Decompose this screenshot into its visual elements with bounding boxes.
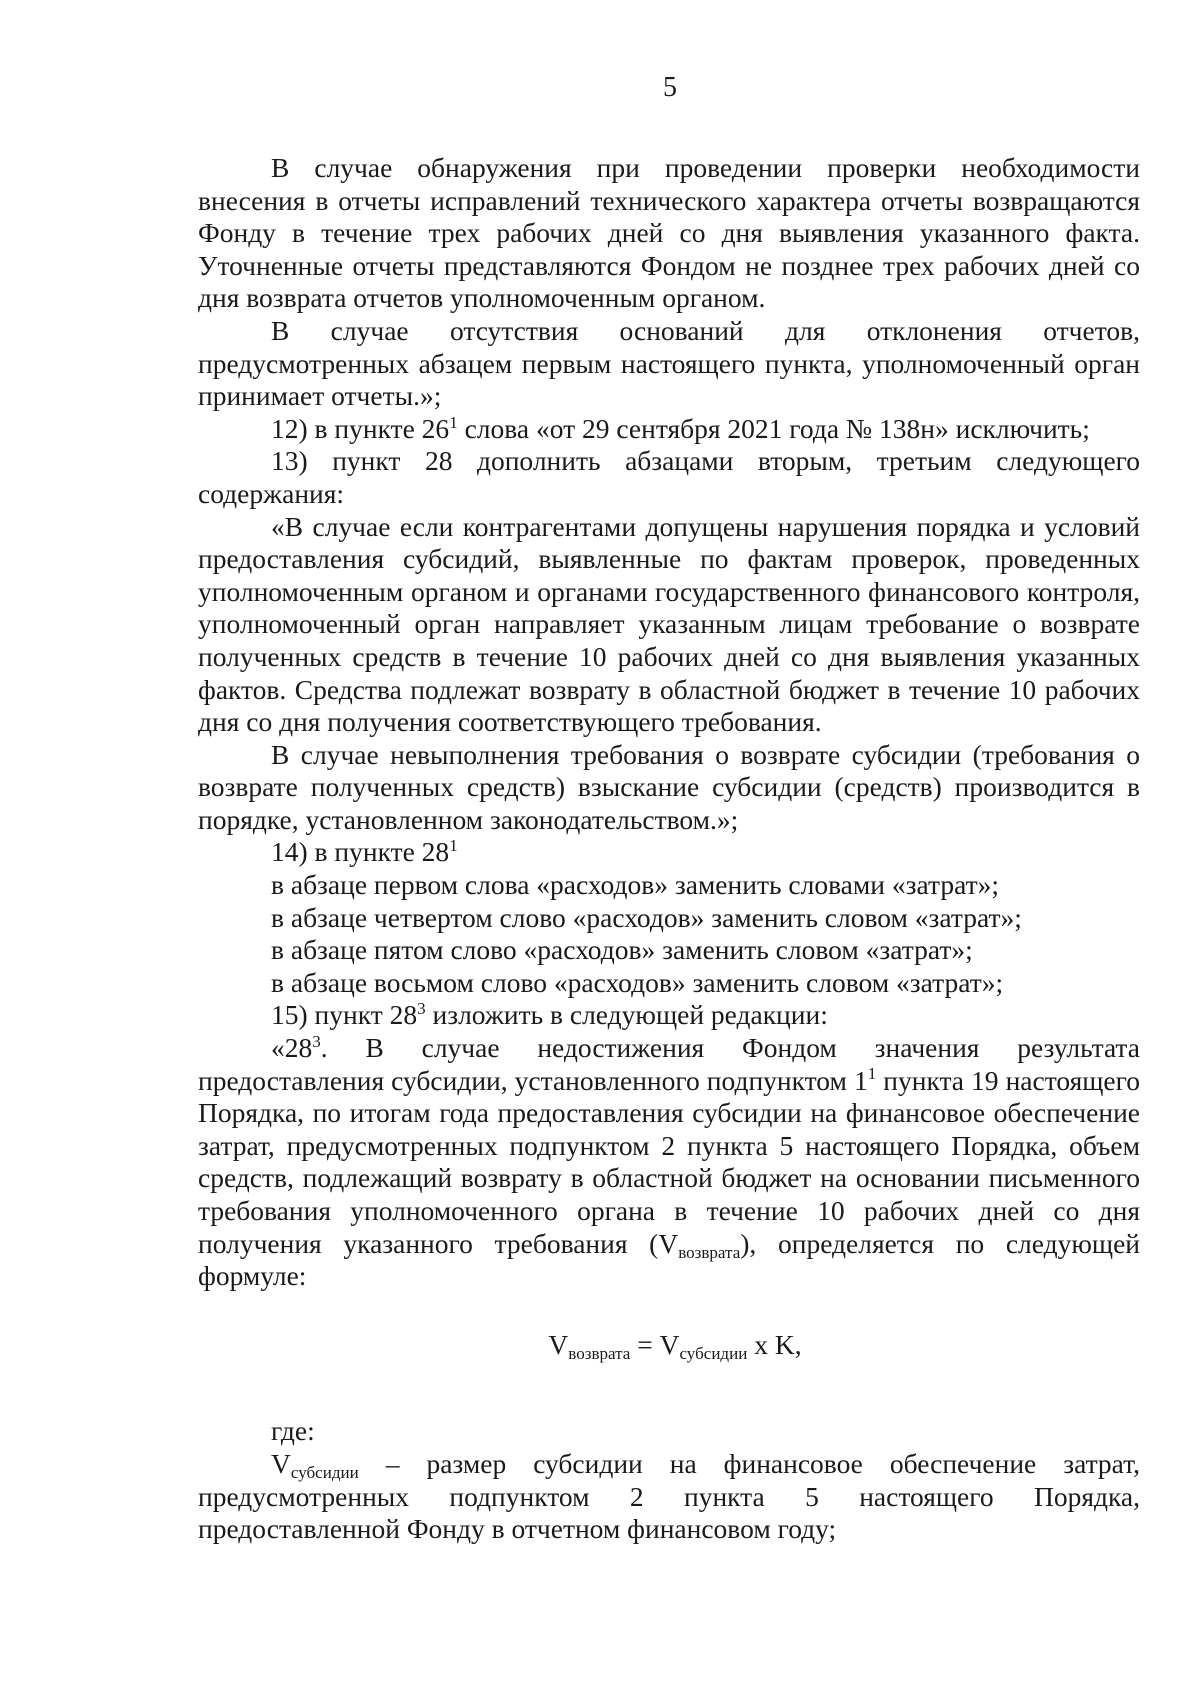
- superscript: 1: [867, 1064, 877, 1084]
- formula-subscript: возврата: [568, 1343, 631, 1363]
- clause-text: «28: [271, 1032, 313, 1064]
- item-15-text: 15) пункт 28: [271, 999, 418, 1031]
- paragraph-clause-28-3: [198, 1032, 1140, 1293]
- superscript: 3: [417, 999, 426, 1019]
- item-15-text-cont: изложить в следующей редакции:: [425, 999, 828, 1031]
- paragraph-paragraph-fifth: в абзаце пятом слово «расходов» заменить словом «затрат»;: [271, 934, 973, 966]
- page-number: 5: [663, 72, 677, 103]
- paragraph-where: где:: [271, 1415, 315, 1447]
- formula-subscript: субсидии: [679, 1343, 748, 1363]
- clause-text: ), определяется по следующей формуле:: [198, 1227, 1140, 1292]
- paragraph-paragraph-first: в абзаце первом слова «расходов» заменить словами «затрат»;: [271, 869, 999, 901]
- definition-symbol: V: [271, 1447, 291, 1479]
- paragraph-item-12: [198, 413, 1140, 446]
- paragraph-item-15: [198, 999, 1140, 1032]
- paragraph-non-fulfillment: В случае невыполнения требования о возврате субсидии (требования о возврате полученных средств) взыскание субсидии (средств) производится в порядке, установленном законодательством.»;: [198, 738, 1140, 835]
- paragraph-violations: «В случае если контрагентами допущены нарушения порядка и условий предоставления субсидий, выявленные по фактам проверок, проведенных уполномоченным органом и органами государственного финансового контроля, уполномоченный орган направляет указанным лицам требование о возврате полученных средств в течение 10 рабочих дней со дня выявления указанных фактов. Средства подлежат возврату в областной бюджет в течение 10 рабочих дня со дня получения соответствующего требования.: [198, 510, 1140, 738]
- clause-text: . В случае недостижения Фондом значения результата предоставления субсидии, установленного подпунктом 1: [198, 1032, 1140, 1096]
- formula: [198, 1329, 1140, 1362]
- definition-text: – размер субсидии на финансовое обеспечение затрат, предусмотренных подпунктом 2 пункта 5 настоящего Порядка, предоставленной Фонду в отчетном финансовом году;: [198, 1447, 1140, 1545]
- superscript: 1: [449, 836, 458, 856]
- paragraph-report-corrections: В случае обнаружения при проведении проверки необходимости внесения в отчеты исправлений технического характера отчеты возвращаются Фонду в течение трех рабочих дней со дня выявления указанного факта. Уточненные отчеты представляются Фондом не позднее трех рабочих дней со дня возврата отчетов уполномоченным органом.: [198, 152, 1140, 314]
- paragraph-paragraph-fourth: в абзаце четвертом слово «расходов» заменить словом «затрат»;: [271, 901, 1022, 933]
- formula-rest: x K,: [747, 1328, 802, 1360]
- item-12-text: 12) в пункте 26: [271, 412, 450, 444]
- superscript: 1: [449, 412, 458, 432]
- item-12-text-cont: слова «от 29 сентября 2021 года № 138н» исключить;: [457, 412, 1090, 444]
- superscript: 3: [312, 1031, 321, 1051]
- paragraph-definition-v-subsidy: [198, 1448, 1140, 1546]
- paragraph-reports-accepted: В случае отсутствия оснований для отклонения отчетов, предусмотренных абзацем первым настоящего пункта, уполномоченный орган принимает отчеты.»;: [198, 314, 1140, 412]
- paragraph-paragraph-eighth: в абзаце восьмом слово «расходов» заменить словом «затрат»;: [271, 966, 1004, 998]
- subscript: субсидии: [290, 1463, 359, 1483]
- clause-text: пункта 19 настоящего Порядка, по итогам года предоставления субсидии на финансовое обеспечение затрат, предусмотренных подпунктом 2 пункта 5 настоящего Порядка, объем средств, подлежащий возврату в областной бюджет на основании письменного требования уполномоченного органа в течение 10 рабочих дней со дня получения указанного требования (V: [198, 1064, 1140, 1259]
- paragraph-item-13: 13) пункт 28 дополнить абзацами вторым, третьим следующего содержания:: [198, 445, 1140, 509]
- item-14-text: 14) в пункте 28: [271, 836, 450, 868]
- subscript: возврата: [678, 1242, 741, 1262]
- document-body: [198, 152, 1140, 1546]
- formula-equals: = V: [630, 1328, 680, 1360]
- paragraph-item-14: [198, 836, 1140, 869]
- formula-v: V: [548, 1328, 569, 1360]
